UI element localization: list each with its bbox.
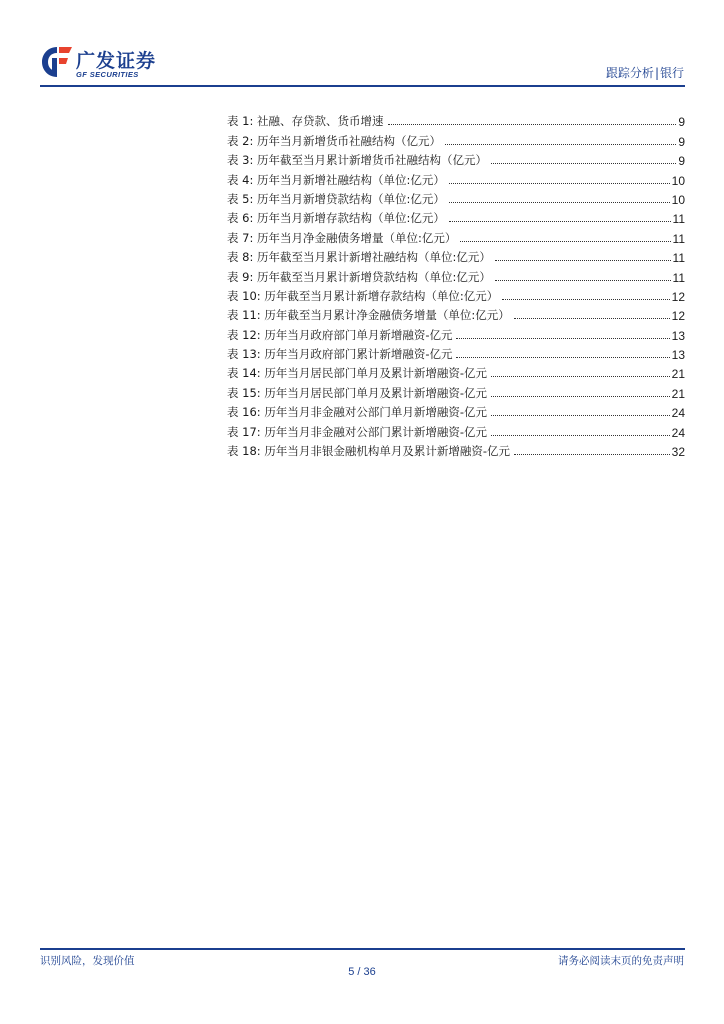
toc-entry-page: 11 xyxy=(672,270,685,285)
toc-entry[interactable] xyxy=(227,440,685,459)
toc-entry-page: 12 xyxy=(671,289,685,304)
toc-entry-page: 13 xyxy=(671,348,685,363)
table-of-contents xyxy=(227,110,685,459)
header-divider xyxy=(40,85,685,87)
toc-entry-page: 12 xyxy=(671,309,685,324)
toc-entry-page: 11 xyxy=(672,251,685,266)
toc-entry[interactable] xyxy=(227,420,685,439)
toc-entry-page: 24 xyxy=(671,406,685,421)
toc-entry-page: 9 xyxy=(678,115,685,130)
logo-chinese-name: 广发证券 xyxy=(76,50,157,72)
footer-slogan: 识别风险，发现价值 xyxy=(40,955,135,967)
toc-dot-leader xyxy=(514,317,670,319)
toc-entry-page: 11 xyxy=(672,231,685,246)
toc-dot-leader xyxy=(491,395,670,397)
toc-entry-title: 表 4: 历年当月新增社融结构（单位:亿元） xyxy=(227,172,445,187)
toc-entry[interactable] xyxy=(227,149,685,168)
toc-entry-title: 表 8: 历年截至当月累计新增社融结构（单位:亿元） xyxy=(227,250,491,265)
toc-dot-leader xyxy=(456,337,669,339)
toc-dot-leader xyxy=(491,162,676,164)
toc-entry[interactable] xyxy=(227,246,685,265)
toc-dot-leader xyxy=(449,201,670,203)
toc-entry[interactable] xyxy=(227,343,685,362)
toc-entry-title: 表 9: 历年截至当月累计新增贷款结构（单位:亿元） xyxy=(227,269,491,284)
toc-entry-title: 表 17: 历年当月非金融对公部门累计新增融资-亿元 xyxy=(227,424,487,439)
toc-entry-page: 9 xyxy=(678,134,685,149)
toc-entry[interactable] xyxy=(227,265,685,284)
toc-entry-title: 表 2: 历年当月新增货币社融结构（亿元） xyxy=(227,133,442,148)
toc-entry[interactable] xyxy=(227,168,685,187)
toc-entry-title: 表 11: 历年截至当月累计净金融债务增量（单位:亿元） xyxy=(227,308,510,323)
toc-entry-page: 24 xyxy=(671,425,685,440)
report-category xyxy=(606,64,684,81)
toc-entry[interactable] xyxy=(227,226,685,245)
toc-dot-leader xyxy=(495,279,671,281)
toc-entry-title: 表 15: 历年当月居民部门单月及累计新增融资-亿元 xyxy=(227,385,487,400)
toc-entry-page: 13 xyxy=(671,328,685,343)
toc-entry-title: 表 10: 历年截至当月累计新增存款结构（单位:亿元） xyxy=(227,288,499,303)
toc-entry[interactable] xyxy=(227,323,685,342)
toc-entry[interactable] xyxy=(227,285,685,304)
toc-entry-title: 表 16: 历年当月非金融对公部门单月新增融资-亿元 xyxy=(227,405,487,420)
toc-dot-leader xyxy=(514,453,670,455)
toc-entry-title: 表 14: 历年当月居民部门单月及累计新增融资-亿元 xyxy=(227,366,487,381)
toc-entry-title: 表 7: 历年当月净金融债务增量（单位:亿元） xyxy=(227,230,457,245)
toc-dot-leader xyxy=(502,298,669,300)
gf-securities-logo xyxy=(40,45,157,83)
toc-dot-leader xyxy=(491,375,670,377)
toc-entry[interactable] xyxy=(227,304,685,323)
toc-entry-page: 10 xyxy=(671,173,685,188)
report-sector: 银行 xyxy=(659,66,684,80)
toc-dot-leader xyxy=(460,240,670,242)
toc-entry-title: 表 3: 历年截至当月累计新增货币社融结构（亿元） xyxy=(227,153,487,168)
toc-entry[interactable] xyxy=(227,129,685,148)
footer-disclaimer-note: 请务必阅读末页的免责声明 xyxy=(558,955,684,967)
toc-entry-page: 10 xyxy=(671,192,685,207)
toc-entry[interactable] xyxy=(227,381,685,400)
toc-dot-leader xyxy=(456,356,669,358)
toc-entry-page: 11 xyxy=(672,212,685,227)
toc-dot-leader xyxy=(449,220,671,222)
toc-entry-page: 9 xyxy=(678,154,685,169)
page-header xyxy=(0,0,724,90)
toc-dot-leader xyxy=(495,259,671,261)
report-type: 跟踪分析 xyxy=(605,66,654,80)
header-separator: | xyxy=(654,66,659,80)
toc-dot-leader xyxy=(388,123,677,125)
footer-divider xyxy=(40,948,685,950)
gf-logo-mark-icon xyxy=(40,45,74,79)
page-number: 5 / 36 xyxy=(348,966,376,978)
toc-entry[interactable] xyxy=(227,188,685,207)
toc-entry-page: 32 xyxy=(671,445,685,460)
toc-dot-leader xyxy=(449,182,670,184)
toc-entry[interactable] xyxy=(227,110,685,129)
toc-entry-title: 表 5: 历年当月新增贷款结构（单位:亿元） xyxy=(227,191,445,206)
toc-entry-title: 表 6: 历年当月新增存款结构（单位:亿元） xyxy=(227,211,445,226)
toc-entry-page: 21 xyxy=(671,386,685,401)
toc-entry-title: 表 12: 历年当月政府部门单月新增融资-亿元 xyxy=(227,327,453,342)
toc-entry-page: 21 xyxy=(671,367,685,382)
toc-entry[interactable] xyxy=(227,207,685,226)
logo-english-name: GF SECURITIES xyxy=(76,70,139,79)
toc-dot-leader xyxy=(491,434,670,436)
toc-entry-title: 表 1: 社融、存贷款、货币增速 xyxy=(227,114,384,129)
toc-entry[interactable] xyxy=(227,401,685,420)
toc-dot-leader xyxy=(445,143,676,145)
toc-entry-title: 表 18: 历年当月非银金融机构单月及累计新增融资-亿元 xyxy=(227,444,510,459)
toc-entry[interactable] xyxy=(227,362,685,381)
toc-entry-title: 表 13: 历年当月政府部门累计新增融资-亿元 xyxy=(227,347,453,362)
toc-dot-leader xyxy=(491,414,670,416)
